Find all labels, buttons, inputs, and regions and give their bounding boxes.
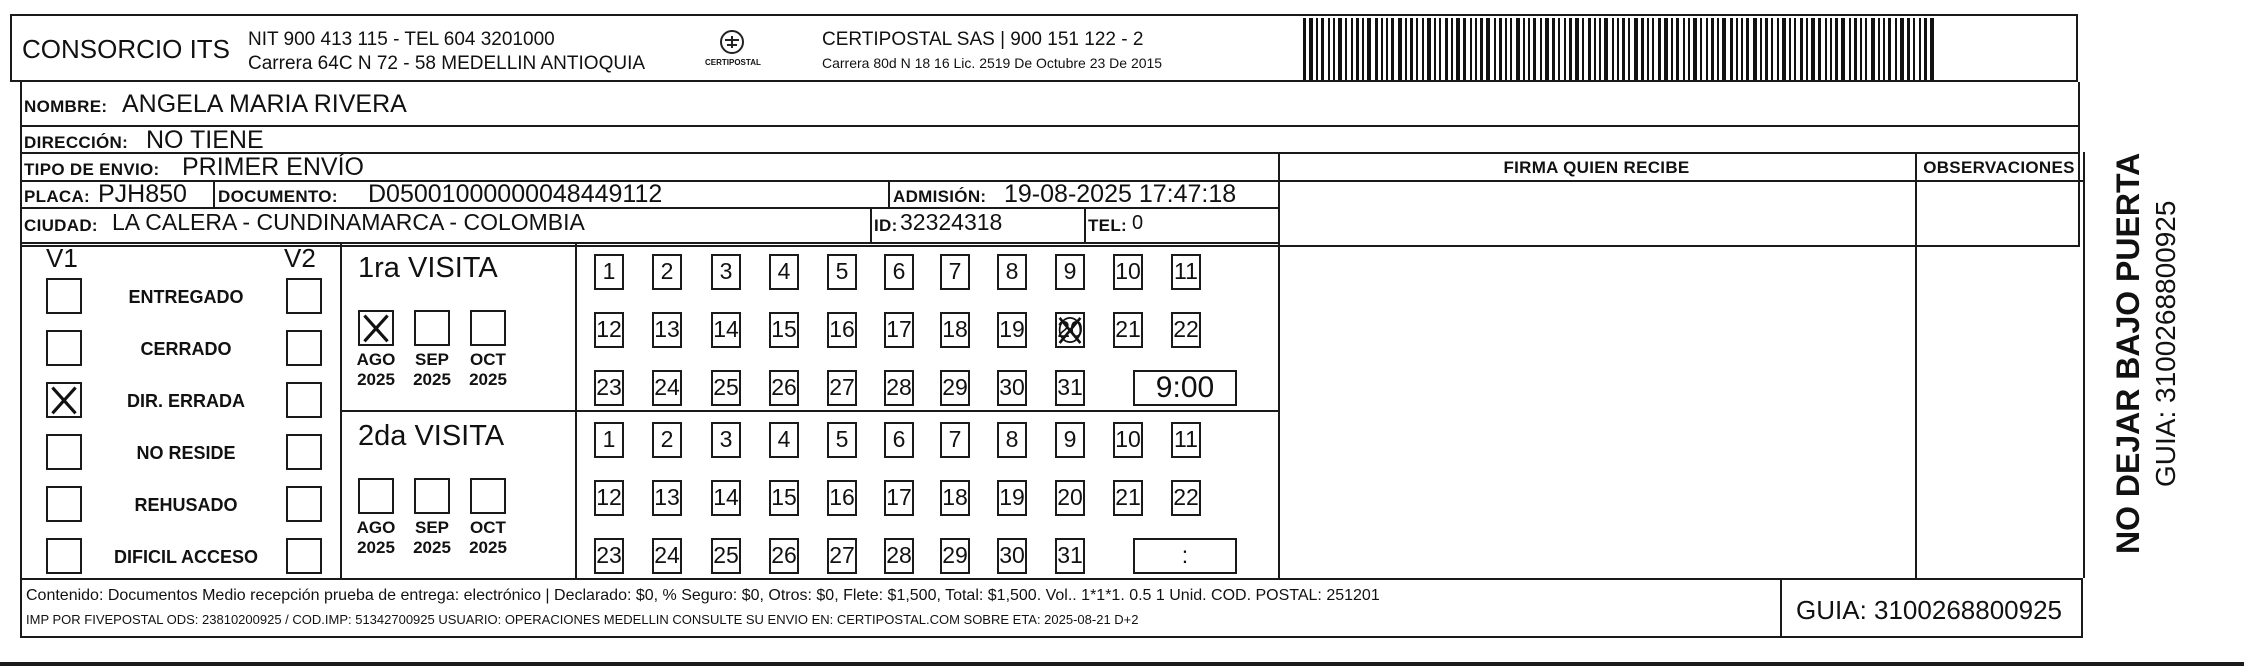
- status-v1-checkbox[interactable]: [46, 538, 82, 574]
- day-label: 21: [1115, 484, 1141, 510]
- day-label: 28: [886, 542, 912, 568]
- nombre-value: ANGELA MARIA RIVERA: [122, 90, 407, 118]
- status-label: DIFICIL ACCESO: [113, 547, 258, 567]
- day-box[interactable]: [1171, 254, 1201, 290]
- day-label: 10: [1115, 258, 1141, 284]
- day-label: 29: [942, 542, 968, 568]
- month-label: AGO 2025: [356, 350, 396, 389]
- tipo-envio-label: TIPO DE ENVIO:: [24, 160, 160, 179]
- status-v1-checkbox[interactable]: [46, 434, 82, 470]
- day-box[interactable]: [1055, 538, 1085, 574]
- month-label: OCT 2025: [469, 350, 507, 389]
- day-label: 18: [942, 484, 968, 510]
- day-box[interactable]: [940, 370, 970, 406]
- logo-caption: CERTIPOSTAL: [705, 58, 761, 67]
- day-label: 31: [1057, 542, 1083, 568]
- id-value: 32324318: [900, 209, 1003, 235]
- day-box[interactable]: [940, 538, 970, 574]
- day-label: 11: [1174, 426, 1198, 452]
- day-box[interactable]: [594, 538, 624, 574]
- day-box[interactable]: [827, 370, 857, 406]
- visit-time: 9:00: [1155, 371, 1215, 404]
- day-box[interactable]: [884, 254, 914, 290]
- status-v2-checkbox[interactable]: [286, 434, 322, 470]
- day-box[interactable]: [997, 370, 1027, 406]
- day-label: 15: [771, 316, 797, 342]
- status-v1-checkbox[interactable]: [46, 330, 82, 366]
- v2-label: V2: [284, 243, 316, 273]
- status-v1-checkbox[interactable]: [46, 278, 82, 314]
- day-box[interactable]: [884, 480, 914, 516]
- day-box[interactable]: [1171, 422, 1201, 458]
- day-box[interactable]: [1055, 254, 1085, 290]
- day-label: 17: [886, 316, 912, 342]
- day-box[interactable]: [827, 538, 857, 574]
- firma-header: FIRMA QUIEN RECIBE: [1503, 158, 1690, 177]
- status-label: ENTREGADO: [128, 287, 244, 307]
- day-label: 15: [771, 484, 797, 510]
- day-label: 13: [654, 484, 680, 510]
- day-box[interactable]: [940, 480, 970, 516]
- footer-guia: GUIA: 3100268800925: [1796, 595, 2062, 625]
- visit-time: :: [1181, 542, 1189, 568]
- month-checkbox[interactable]: [414, 478, 450, 514]
- day-label: 31: [1057, 374, 1083, 400]
- direccion-value: NO TIENE: [146, 126, 264, 154]
- day-label: 14: [713, 316, 739, 342]
- v1-label: V1: [46, 243, 78, 273]
- tel-value: 0: [1132, 212, 1144, 234]
- admision-value: 19-08-2025 17:47:18: [1004, 180, 1237, 208]
- day-box[interactable]: [827, 422, 857, 458]
- day-label: 23: [596, 542, 622, 568]
- day-box[interactable]: [940, 422, 970, 458]
- day-box[interactable]: [769, 370, 799, 406]
- company-name: CONSORCIO ITS: [22, 34, 231, 64]
- day-label: 6: [892, 258, 906, 284]
- day-label: 8: [1005, 258, 1019, 284]
- day-box[interactable]: [884, 370, 914, 406]
- day-label: 5: [835, 258, 849, 284]
- status-v2-checkbox[interactable]: [286, 486, 322, 522]
- day-label: 12: [596, 316, 622, 342]
- day-box[interactable]: [594, 312, 624, 348]
- day-label: 20: [1057, 316, 1083, 342]
- day-box[interactable]: [827, 312, 857, 348]
- certipostal-logo: [705, 26, 759, 78]
- id-label: ID:: [874, 216, 898, 235]
- day-label: 17: [886, 484, 912, 510]
- visit-title: 1ra VISITA: [358, 252, 498, 284]
- day-box[interactable]: [1113, 254, 1143, 290]
- day-box[interactable]: [827, 480, 857, 516]
- day-box[interactable]: [711, 312, 741, 348]
- no-dejar-bajo-puerta: NO DEJAR BAJO PUERTA: [2110, 152, 2146, 554]
- status-label: DIR. ERRADA: [126, 391, 245, 411]
- day-label: 27: [829, 542, 855, 568]
- side-guia: GUIA: 3100268800925: [2150, 200, 2181, 487]
- day-box[interactable]: [711, 254, 741, 290]
- status-v2-checkbox[interactable]: [286, 278, 322, 314]
- day-box[interactable]: [769, 538, 799, 574]
- month-checkbox[interactable]: [470, 478, 506, 514]
- day-label: 10: [1115, 426, 1141, 452]
- day-label: 28: [886, 374, 912, 400]
- day-box[interactable]: [884, 422, 914, 458]
- day-box[interactable]: [997, 254, 1027, 290]
- status-v1-checkbox[interactable]: [46, 486, 82, 522]
- certipostal-title: CERTIPOSTAL SAS | 900 151 122 - 2: [822, 29, 1144, 50]
- day-label: 2: [660, 426, 674, 452]
- day-label: 16: [829, 316, 855, 342]
- day-label: 3: [719, 426, 733, 452]
- visit-time-box[interactable]: [1133, 538, 1237, 574]
- company-address: Carrera 64C N 72 - 58 MEDELLIN ANTIOQUIA: [248, 53, 646, 74]
- day-box[interactable]: [1055, 312, 1085, 348]
- footer-content-line: Contenido: Documentos Medio recepción prueba de entrega: electrónico | Declarado: $0, % Seguro: $0, Otros: $0, Flete: $1,500, Total: $1,500. Vol.. 1*1*1. 0.5 1 Unid. COD. POSTAL: 251201: [26, 587, 1380, 604]
- day-box[interactable]: [1171, 480, 1201, 516]
- day-label: 4: [777, 258, 791, 284]
- status-v1-checkbox[interactable]: [46, 382, 82, 418]
- placa-label: PLACA:: [24, 187, 91, 206]
- day-box[interactable]: [594, 480, 624, 516]
- day-label: 18: [942, 316, 968, 342]
- placa-value: PJH850: [98, 180, 187, 208]
- month-label: SEP 2025: [413, 350, 451, 389]
- day-label: 20: [1057, 484, 1083, 510]
- day-label: 7: [948, 426, 962, 452]
- day-label: 9: [1063, 426, 1077, 452]
- day-box[interactable]: [884, 312, 914, 348]
- status-label: NO RESIDE: [136, 443, 236, 463]
- month-label: SEP 2025: [413, 518, 451, 557]
- day-box[interactable]: [769, 254, 799, 290]
- day-label: 2: [660, 258, 674, 284]
- certipostal-address: Carrera 80d N 18 16 Lic. 2519 De Octubre 23 De 2015: [822, 55, 1163, 71]
- direccion-label: DIRECCIÓN:: [24, 133, 129, 152]
- day-label: 21: [1115, 316, 1141, 342]
- day-box[interactable]: [1055, 480, 1085, 516]
- status-label: CERRADO: [140, 339, 232, 359]
- day-box[interactable]: [940, 312, 970, 348]
- tel-label: TEL:: [1088, 216, 1127, 235]
- day-label: 3: [719, 258, 733, 284]
- day-label: 23: [596, 374, 622, 400]
- day-box[interactable]: [827, 254, 857, 290]
- day-label: 26: [771, 374, 797, 400]
- month-label: OCT 2025: [469, 518, 507, 557]
- visit-title: 2da VISITA: [358, 420, 505, 452]
- day-box[interactable]: [1113, 312, 1143, 348]
- day-box[interactable]: [652, 480, 682, 516]
- month-checkbox[interactable]: [358, 478, 394, 514]
- day-box[interactable]: [997, 312, 1027, 348]
- day-box[interactable]: [1055, 370, 1085, 406]
- day-label: 26: [771, 542, 797, 568]
- day-label: 27: [829, 374, 855, 400]
- day-label: 29: [942, 374, 968, 400]
- company-nit: NIT 900 413 115 - TEL 604 3201000: [248, 29, 555, 50]
- ciudad-value: LA CALERA - CUNDINAMARCA - COLOMBIA: [112, 209, 585, 235]
- day-box[interactable]: [940, 254, 970, 290]
- day-box[interactable]: [884, 538, 914, 574]
- tipo-envio-value: PRIMER ENVÍO: [182, 153, 364, 181]
- day-label: 1: [602, 258, 616, 284]
- day-label: 30: [999, 542, 1025, 568]
- status-label: REHUSADO: [134, 495, 238, 515]
- day-label: 19: [999, 316, 1025, 342]
- day-label: 7: [948, 258, 962, 284]
- day-box[interactable]: [1171, 312, 1201, 348]
- day-box[interactable]: [711, 538, 741, 574]
- day-label: 11: [1174, 258, 1198, 284]
- day-box[interactable]: [1113, 422, 1143, 458]
- visit-time-box[interactable]: [1133, 370, 1237, 406]
- day-label: 22: [1173, 316, 1199, 342]
- day-box[interactable]: [594, 422, 624, 458]
- day-label: 19: [999, 484, 1025, 510]
- day-label: 25: [713, 542, 739, 568]
- day-box[interactable]: [652, 422, 682, 458]
- day-box[interactable]: [769, 480, 799, 516]
- documento-label: DOCUMENTO:: [218, 187, 338, 206]
- day-label: 9: [1063, 258, 1077, 284]
- status-v2-checkbox[interactable]: [286, 538, 322, 574]
- day-label: 24: [654, 374, 680, 400]
- day-label: 16: [829, 484, 855, 510]
- day-label: 1: [602, 426, 616, 452]
- month-checkbox[interactable]: [470, 310, 506, 346]
- day-box[interactable]: [997, 480, 1027, 516]
- day-box[interactable]: [652, 254, 682, 290]
- day-box[interactable]: [594, 254, 624, 290]
- month-label: AGO 2025: [356, 518, 396, 557]
- observaciones-header: OBSERVACIONES: [1923, 158, 2075, 177]
- day-box[interactable]: [1055, 422, 1085, 458]
- footer-imp-line: IMP POR FIVEPOSTAL ODS: 23810200925 / COD.IMP: 51342700925 USUARIO: OPERACIONES MEDELLIN CONSULTE SU ENVIO EN: CERTIPOSTAL.COM SOBRE ETA: 2025-08-21 D+2: [26, 612, 1139, 627]
- day-label: 13: [654, 316, 680, 342]
- day-label: 8: [1005, 426, 1019, 452]
- status-v2-checkbox[interactable]: [286, 382, 322, 418]
- day-box[interactable]: [769, 312, 799, 348]
- barcode: [1303, 18, 1938, 80]
- day-label: 4: [777, 426, 791, 452]
- day-box[interactable]: [711, 422, 741, 458]
- day-label: 25: [713, 374, 739, 400]
- day-label: 22: [1173, 484, 1199, 510]
- day-label: 24: [654, 542, 680, 568]
- day-label: 30: [999, 374, 1025, 400]
- day-box[interactable]: [652, 370, 682, 406]
- documento-value: D05001000000048449112: [368, 180, 663, 208]
- day-label: 6: [892, 426, 906, 452]
- month-checkbox[interactable]: [358, 310, 394, 346]
- admision-label: ADMISIÓN:: [893, 187, 987, 206]
- day-box[interactable]: [997, 422, 1027, 458]
- day-box[interactable]: [652, 312, 682, 348]
- day-box[interactable]: [1113, 480, 1143, 516]
- day-box[interactable]: [997, 538, 1027, 574]
- day-box[interactable]: [711, 480, 741, 516]
- day-box[interactable]: [769, 422, 799, 458]
- day-box[interactable]: [652, 538, 682, 574]
- month-checkbox[interactable]: [414, 310, 450, 346]
- day-box[interactable]: [711, 370, 741, 406]
- day-box[interactable]: [594, 370, 624, 406]
- ciudad-label: CIUDAD:: [24, 216, 98, 235]
- day-label: 12: [596, 484, 622, 510]
- nombre-label: NOMBRE:: [24, 97, 108, 116]
- day-label: 5: [835, 426, 849, 452]
- day-label: 14: [713, 484, 739, 510]
- status-v2-checkbox[interactable]: [286, 330, 322, 366]
